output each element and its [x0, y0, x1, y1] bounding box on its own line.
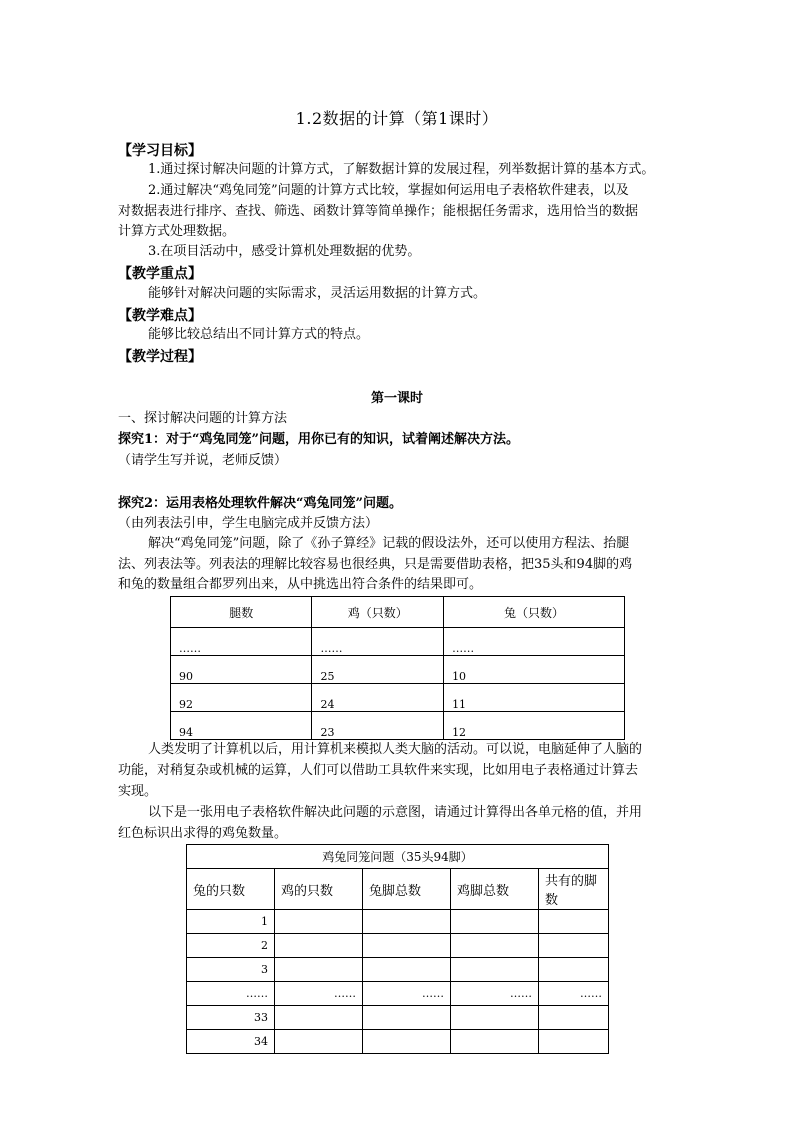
spreadsheet-cell [539, 1030, 609, 1054]
spreadsheet-cell: 34 [187, 1030, 275, 1054]
table-cell: 10 [444, 656, 625, 684]
objective-2-line1: 2.通过解决“鸡兔同笼”问题的计算方式比较，掌握如何运用电子表格软件建表，以及 [148, 183, 629, 198]
part1-heading: 一、探讨解决问题的计算方法 [118, 411, 288, 426]
explore-1-note: （请学生写并说，老师反馈） [118, 453, 288, 468]
explore-2-note: （由列表法引申，学生电脑完成并反馈方法） [118, 516, 379, 531]
spreadsheet-caption: 鸡兔同笼问题（35头94脚） [187, 845, 609, 869]
para1-line3: 和兔的数量组合都罗列出来，从中挑选出符合条件的结果即可。 [118, 577, 483, 592]
key-point-text: 能够针对解决问题的实际需求，灵活运用数据的计算方式。 [148, 286, 487, 301]
spreadsheet-cell [363, 958, 451, 982]
table-row [171, 712, 625, 740]
spreadsheet-cell [539, 934, 609, 958]
objective-2-line3: 计算方式处理数据。 [118, 224, 236, 239]
spreadsheet-cell [275, 910, 363, 934]
table-cell: …… [171, 628, 312, 656]
section-difficulties: 【教学难点】 [118, 308, 202, 324]
table-cell: 90 [171, 656, 312, 684]
explore-2: 探究2：运用表格处理软件解决“鸡兔同笼”问题。 [118, 496, 403, 511]
table-header-cell: 腿数 [171, 597, 312, 628]
spreadsheet-header-cell: 兔脚总数 [363, 869, 451, 910]
spreadsheet-cell [451, 1030, 539, 1054]
spreadsheet-cell: 2 [187, 934, 275, 958]
spreadsheet-cell [451, 958, 539, 982]
lesson-heading: 第一课时 [370, 391, 423, 406]
spreadsheet-table [186, 844, 609, 1054]
para2-line2: 功能，对稍复杂或机械的运算，人们可以借助工具软件来实现，比如用电子表格通过计算去 [118, 763, 639, 778]
spreadsheet-cell [539, 1006, 609, 1030]
spreadsheet-cell [451, 1006, 539, 1030]
spreadsheet-cell [275, 1030, 363, 1054]
spreadsheet-cell: 33 [187, 1006, 275, 1030]
spreadsheet-cell [539, 910, 609, 934]
table-cell: …… [444, 628, 625, 656]
para3-line2: 红色标识出求得的鸡兔数量。 [118, 826, 288, 841]
table-row [171, 684, 625, 712]
spreadsheet-cell [451, 934, 539, 958]
para1-line2: 法、列表法等。列表法的理解比较容易也很经典，只是需要借助表格，把35头和94脚的鸡 [118, 557, 633, 572]
table-header-cell: 鸡（只数） [312, 597, 444, 628]
table-row [171, 628, 625, 656]
document-title: 1.2数据的计算（第1课时） [295, 109, 499, 128]
spreadsheet-cell: …… [539, 982, 609, 1006]
spreadsheet-cell: …… [187, 982, 275, 1006]
spreadsheet-cell [275, 958, 363, 982]
table-cell: 23 [312, 712, 444, 740]
para2-line1: 人类发明了计算机以后，用计算机来模拟人类大脑的活动。可以说，电脑延伸了人脑的 [148, 742, 643, 757]
spreadsheet-row [187, 958, 609, 982]
spreadsheet-cell: …… [451, 982, 539, 1006]
table-header-row [171, 597, 625, 628]
spreadsheet-cell: 3 [187, 958, 275, 982]
spreadsheet-header-cell: 兔的只数 [187, 869, 275, 910]
spreadsheet-header-cell: 共有的脚数 [539, 869, 609, 910]
objective-3: 3.在项目活动中，感受计算机处理数据的优势。 [148, 244, 421, 259]
spreadsheet-row [187, 910, 609, 934]
table-cell: 24 [312, 684, 444, 712]
spreadsheet-cell [275, 1006, 363, 1030]
spreadsheet-header-cell: 鸡的只数 [275, 869, 363, 910]
list-method-table [170, 596, 625, 740]
table-cell: …… [312, 628, 444, 656]
objective-2-line2: 对数据表进行排序、查找、筛选、函数计算等简单操作；能根据任务需求，选用恰当的数据 [118, 204, 639, 219]
spreadsheet-row [187, 934, 609, 958]
table-header-cell: 兔（只数） [444, 597, 625, 628]
spreadsheet-row [187, 1006, 609, 1030]
explore-1: 探究1：对于“鸡兔同笼”问题，用你已有的知识，试着阐述解决方法。 [118, 432, 520, 447]
spreadsheet-cell [363, 910, 451, 934]
spreadsheet-cell [275, 934, 363, 958]
section-process: 【教学过程】 [118, 349, 202, 365]
spreadsheet-cell: …… [363, 982, 451, 1006]
spreadsheet-header-row [187, 869, 609, 910]
table-cell: 12 [444, 712, 625, 740]
spreadsheet-cell [363, 934, 451, 958]
spreadsheet-header-cell: 鸡脚总数 [451, 869, 539, 910]
para3-line1: 以下是一张用电子表格软件解决此问题的示意图，请通过计算得出各单元格的值，并用 [148, 805, 643, 820]
spreadsheet-cell: 1 [187, 910, 275, 934]
spreadsheet-cell [363, 1030, 451, 1054]
difficulty-text: 能够比较总结出不同计算方式的特点。 [148, 327, 370, 342]
section-key-points: 【教学重点】 [118, 266, 202, 282]
table-cell: 92 [171, 684, 312, 712]
table-cell: 11 [444, 684, 625, 712]
table-cell: 25 [312, 656, 444, 684]
spreadsheet-caption-row [187, 845, 609, 869]
spreadsheet-cell [451, 910, 539, 934]
spreadsheet-row [187, 982, 609, 1006]
table-cell: 94 [171, 712, 312, 740]
spreadsheet-cell [363, 1006, 451, 1030]
table-row [171, 656, 625, 684]
para2-line3: 实现。 [118, 784, 158, 799]
para1-line1: 解决“鸡兔同笼”问题，除了《孙子算经》记载的假设法外，还可以使用方程法、抬腿 [148, 536, 630, 551]
section-objectives: 【学习目标】 [118, 143, 202, 159]
objective-1: 1.通过探讨解决问题的计算方式，了解数据计算的发展过程，列举数据计算的基本方式。 [148, 162, 655, 177]
spreadsheet-cell [539, 958, 609, 982]
spreadsheet-cell: …… [275, 982, 363, 1006]
spreadsheet-row [187, 1030, 609, 1054]
